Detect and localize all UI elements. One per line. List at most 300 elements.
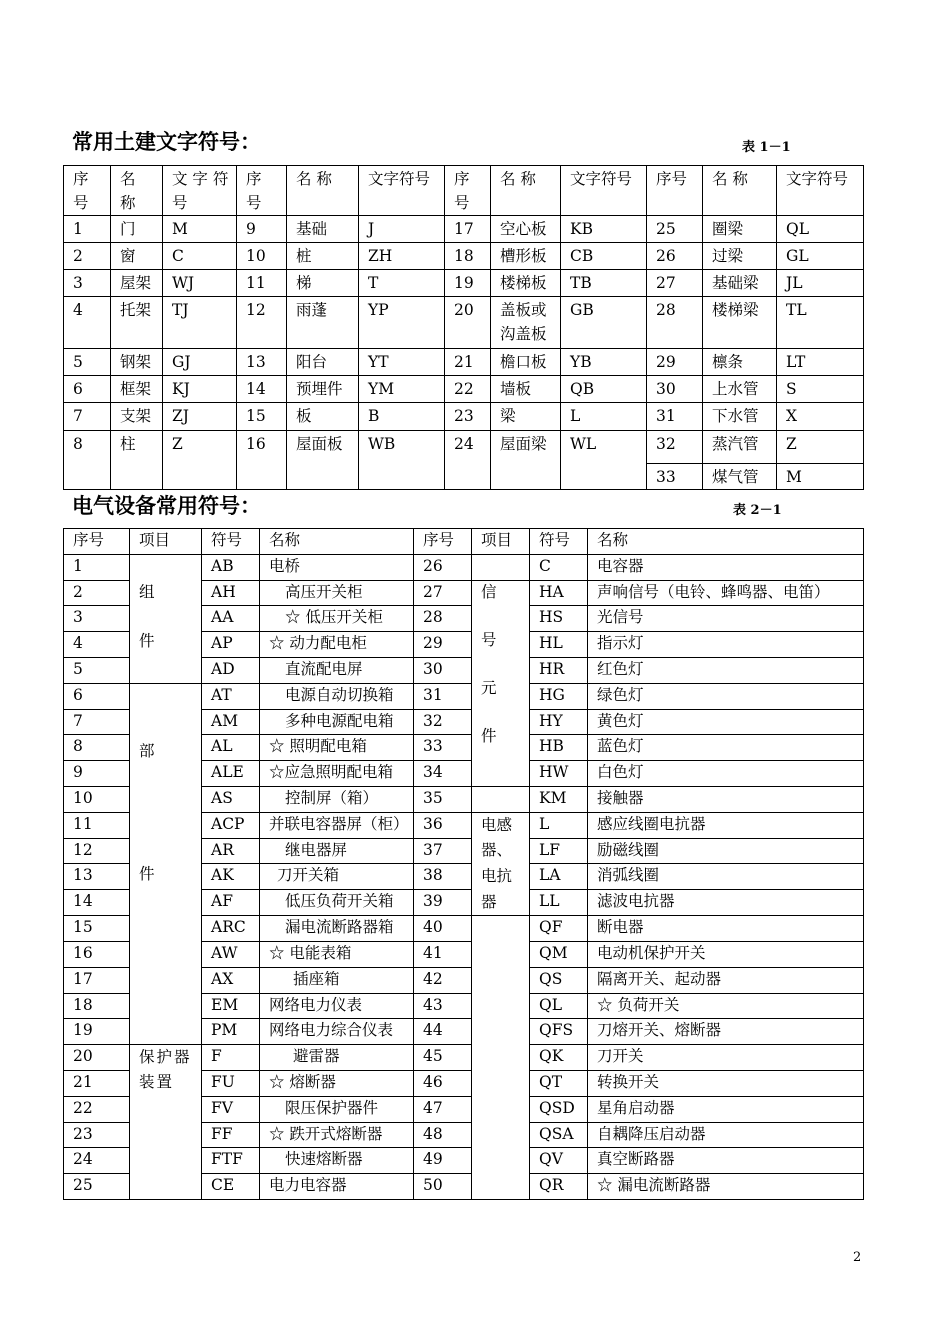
table1-cell: QB: [561, 376, 647, 403]
table2-cell: QK: [530, 1045, 588, 1071]
table2-cell: AM: [202, 709, 260, 735]
table1-cell: 11: [237, 270, 287, 297]
table1-cell: B: [359, 403, 445, 431]
table2-cell: 38: [414, 864, 472, 890]
table1-cell: GJ: [163, 349, 237, 376]
table1-cell: M: [777, 464, 864, 490]
table1-cell: WB: [359, 431, 445, 490]
table1-row: [64, 216, 864, 243]
table1-cell: 桩: [287, 243, 359, 270]
table1-cell: CB: [561, 243, 647, 270]
table1-cell: 23: [445, 403, 491, 431]
table2-cell: AH: [202, 580, 260, 606]
table2-cell: 控制屏（箱）: [260, 786, 414, 812]
table1-cell: QL: [777, 216, 864, 243]
table2-cell: HY: [530, 709, 588, 735]
table1-cell: 屋面梁: [491, 431, 561, 490]
table1-cell: 预埋件: [287, 376, 359, 403]
table2-cell: ALE: [202, 761, 260, 787]
table2-group-cell: [130, 1045, 202, 1200]
table2-header-cell: 序号: [414, 529, 472, 555]
table1-cell: WJ: [163, 270, 237, 297]
table2-cell: 26: [414, 554, 472, 580]
table2-cell: 43: [414, 993, 472, 1019]
table2-cell: 37: [414, 838, 472, 864]
table2-cell: 25: [64, 1174, 130, 1200]
table2-cell: AD: [202, 657, 260, 683]
table2-group-cell: [472, 786, 530, 812]
table2-cell: 转换开关: [588, 1070, 864, 1096]
table1-cell: 槽形板: [491, 243, 561, 270]
table2-header-cell: 符号: [202, 529, 260, 555]
table2-cell: QT: [530, 1070, 588, 1096]
table2-cell: QF: [530, 916, 588, 942]
table1-header-row: [64, 166, 864, 216]
table1-cell: TL: [777, 297, 864, 349]
table1-cell: 过梁: [703, 243, 777, 270]
table2-cell: 10: [64, 786, 130, 812]
table2-cell: EM: [202, 993, 260, 1019]
table1-cell: 梯: [287, 270, 359, 297]
table1-header-cell: 序 号: [445, 166, 491, 216]
table1-cell: 盖板或沟盖板: [491, 297, 561, 349]
table1-label: 表 1－1: [742, 140, 791, 155]
table2-cell: HR: [530, 657, 588, 683]
group-label: 部: [139, 741, 155, 760]
table1-cell: 19: [445, 270, 491, 297]
table2-cell: 15: [64, 916, 130, 942]
section1-heading: 常用土建文字符号：: [72, 130, 261, 154]
table1-cell: 17: [445, 216, 491, 243]
table1-cell: 24: [445, 431, 491, 490]
table2-cell: 红色灯: [588, 657, 864, 683]
table1-row: [64, 376, 864, 403]
table1-cell: 阳台: [287, 349, 359, 376]
table2-cell: AW: [202, 941, 260, 967]
table1-cell: 10: [237, 243, 287, 270]
table2-cell: AB: [202, 554, 260, 580]
table1-cell: ZJ: [163, 403, 237, 431]
group-label: 件: [481, 726, 497, 745]
table2-cell: 21: [64, 1070, 130, 1096]
table2-header-cell: 符号: [530, 529, 588, 555]
table2-cell: 39: [414, 890, 472, 916]
table2-cell: 限压保护器件: [260, 1096, 414, 1122]
table2-cell: ☆ 漏电流断路器: [588, 1174, 864, 1200]
table1-cell: YB: [561, 349, 647, 376]
table2-cell: AT: [202, 683, 260, 709]
table2-row: [64, 683, 864, 709]
table2-cell: 20: [64, 1045, 130, 1071]
table2-cell: 40: [414, 916, 472, 942]
table2-cell: 2: [64, 580, 130, 606]
table2-cell: KM: [530, 786, 588, 812]
table2-cell: 网络电力仪表: [260, 993, 414, 1019]
table1-cell: 1: [64, 216, 111, 243]
table2-cell: 白色灯: [588, 761, 864, 787]
table2-cell: 刀熔开关、熔断器: [588, 1019, 864, 1045]
table2-cell: 电力电容器: [260, 1174, 414, 1200]
table2-cell: QR: [530, 1174, 588, 1200]
table2-cell: 32: [414, 709, 472, 735]
table2-cell: ☆ 熔断器: [260, 1070, 414, 1096]
table1-cell: 支架: [111, 403, 163, 431]
electrical-symbols-table: [63, 528, 864, 1200]
table2-cell: HS: [530, 606, 588, 632]
table2-cell: 18: [64, 993, 130, 1019]
table2-header-cell: 名称: [260, 529, 414, 555]
table2-cell: HG: [530, 683, 588, 709]
table1-header-cell: 名 称: [111, 166, 163, 216]
table2-cell: 并联电容器屏（柜）: [260, 812, 414, 838]
table2-cell: 12: [64, 838, 130, 864]
table2-header-cell: 序号: [64, 529, 130, 555]
table1-cell: 基础梁: [703, 270, 777, 297]
table2-cell: L: [530, 812, 588, 838]
table1-cell: 15: [237, 403, 287, 431]
table2-cell: ☆ 动力配电柜: [260, 632, 414, 658]
table1-cell: KB: [561, 216, 647, 243]
table2-cell: HA: [530, 580, 588, 606]
table2-cell: LF: [530, 838, 588, 864]
table1-cell: 楼梯梁: [703, 297, 777, 349]
table2-cell: AS: [202, 786, 260, 812]
table2-cell: 41: [414, 941, 472, 967]
table2-cell: C: [530, 554, 588, 580]
table1-cell: 14: [237, 376, 287, 403]
table2-header-cell: 名称: [588, 529, 864, 555]
table1-cell: 板: [287, 403, 359, 431]
table2-cell: 直流配电屏: [260, 657, 414, 683]
table1-cell: 8: [64, 431, 111, 490]
table1-header-cell: 名 称: [491, 166, 561, 216]
table1-header-cell: 序 号: [237, 166, 287, 216]
table2-cell: FV: [202, 1096, 260, 1122]
table1-header-cell: 文字符号: [561, 166, 647, 216]
table1-cell: TJ: [163, 297, 237, 349]
table2-cell: HL: [530, 632, 588, 658]
table2-cell: 刀开关: [588, 1045, 864, 1071]
table1-cell: 21: [445, 349, 491, 376]
table1-row: [64, 297, 864, 349]
table2-cell: 继电器屏: [260, 838, 414, 864]
table1-cell: 雨蓬: [287, 297, 359, 349]
table1-cell: YP: [359, 297, 445, 349]
table2-row: [64, 554, 864, 580]
table1-cell: 6: [64, 376, 111, 403]
table1-cell: 煤气管: [703, 464, 777, 490]
table2-header-cell: 项目: [130, 529, 202, 555]
table2-cell: ☆ 电能表箱: [260, 941, 414, 967]
table2-cell: 30: [414, 657, 472, 683]
table2-cell: QV: [530, 1148, 588, 1174]
civil-symbols-table: [63, 165, 864, 490]
table2-cell: ☆ 负荷开关: [588, 993, 864, 1019]
table2-cell: 真空断路器: [588, 1148, 864, 1174]
table1-cell: 33: [647, 464, 703, 490]
table2-cell: 电容器: [588, 554, 864, 580]
table1-cell: C: [163, 243, 237, 270]
table2-cell: 24: [64, 1148, 130, 1174]
table2-cell: ☆ 低压开关柜: [260, 606, 414, 632]
table2-cell: LL: [530, 890, 588, 916]
table1-cell: JL: [777, 270, 864, 297]
table2-cell: 蓝色灯: [588, 735, 864, 761]
table1-cell: Z: [777, 431, 864, 464]
table2-header-row: [64, 529, 864, 555]
group-label: 信: [481, 582, 497, 601]
table1-header-cell: 文字符号: [777, 166, 864, 216]
table1-cell: WL: [561, 431, 647, 490]
table2-cell: HB: [530, 735, 588, 761]
table2-cell: 4: [64, 632, 130, 658]
table1-cell: 墙板: [491, 376, 561, 403]
table2-cell: 自耦降压启动器: [588, 1122, 864, 1148]
table1-cell: KJ: [163, 376, 237, 403]
group-label: 号: [481, 630, 497, 649]
table2-cell: 刀开关箱: [260, 864, 414, 890]
table1-cell: 檐口板: [491, 349, 561, 376]
table1-cell: X: [777, 403, 864, 431]
table2-cell: AL: [202, 735, 260, 761]
table2-cell: ☆ 照明配电箱: [260, 735, 414, 761]
table2-cell: 16: [64, 941, 130, 967]
table2-cell: 27: [414, 580, 472, 606]
group-label: 组: [139, 582, 155, 601]
table1-cell: 蒸汽管: [703, 431, 777, 464]
table2-cell: 声响信号（电铃、蜂鸣器、电笛）: [588, 580, 864, 606]
table1-cell: GL: [777, 243, 864, 270]
table2-cell: 黄色灯: [588, 709, 864, 735]
table2-cell: 7: [64, 709, 130, 735]
table1-cell: ZH: [359, 243, 445, 270]
table1-header-cell: 名 称: [703, 166, 777, 216]
table1-cell: LT: [777, 349, 864, 376]
table1-cell: 下水管: [703, 403, 777, 431]
table1-cell: 27: [647, 270, 703, 297]
table1-row: [64, 349, 864, 376]
table2-cell: 6: [64, 683, 130, 709]
table2-group-cell: [130, 554, 202, 683]
table2-cell: 隔离开关、起动器: [588, 967, 864, 993]
table2-cell: 插座箱: [260, 967, 414, 993]
table2-row: [64, 1045, 864, 1071]
table2-cell: 9: [64, 761, 130, 787]
table1-cell: 32: [647, 431, 703, 464]
table1-cell: 13: [237, 349, 287, 376]
table1-cell: 28: [647, 297, 703, 349]
table1-cell: 窗: [111, 243, 163, 270]
table2-cell: 避雷器: [260, 1045, 414, 1071]
table2-cell: 5: [64, 657, 130, 683]
table2-cell: QM: [530, 941, 588, 967]
table1-cell: GB: [561, 297, 647, 349]
table1-cell: 22: [445, 376, 491, 403]
table2-cell: ☆ 跌开式熔断器: [260, 1122, 414, 1148]
table1-row: [64, 270, 864, 297]
table2-cell: 网络电力综合仪表: [260, 1019, 414, 1045]
table1-cell: 钢架: [111, 349, 163, 376]
table1-row: [64, 243, 864, 270]
table1-cell: J: [359, 216, 445, 243]
table2-cell: 34: [414, 761, 472, 787]
table2-cell: 星角启动器: [588, 1096, 864, 1122]
table2-cell: QSD: [530, 1096, 588, 1122]
table2-cell: AF: [202, 890, 260, 916]
table1-cell: 26: [647, 243, 703, 270]
table2-cell: 48: [414, 1122, 472, 1148]
table1-cell: 上水管: [703, 376, 777, 403]
table2-cell: QFS: [530, 1019, 588, 1045]
group-label: 元: [481, 678, 497, 697]
table2-cell: 励磁线圈: [588, 838, 864, 864]
table2-cell: 光信号: [588, 606, 864, 632]
table2-cell: 1: [64, 554, 130, 580]
table1-cell: 空心板: [491, 216, 561, 243]
table1-row: [64, 431, 864, 464]
table1-cell: 檩条: [703, 349, 777, 376]
table2-cell: 33: [414, 735, 472, 761]
table2-cell: 绿色灯: [588, 683, 864, 709]
table2-cell: 漏电流断路器箱: [260, 916, 414, 942]
table2-cell: PM: [202, 1019, 260, 1045]
table2-cell: 多种电源配电箱: [260, 709, 414, 735]
table2-cell: 断电器: [588, 916, 864, 942]
table2-cell: 快速熔断器: [260, 1148, 414, 1174]
table1-cell: S: [777, 376, 864, 403]
table1-cell: 5: [64, 349, 111, 376]
table2-cell: QL: [530, 993, 588, 1019]
table2-group-cell: [472, 554, 530, 580]
table2-cell: 13: [64, 864, 130, 890]
table2-cell: ACP: [202, 812, 260, 838]
table1-cell: M: [163, 216, 237, 243]
table2-group-cell: [130, 683, 202, 1044]
table1-header-cell: 序 号: [64, 166, 111, 216]
table1-cell: 16: [237, 431, 287, 490]
table2-cell: 17: [64, 967, 130, 993]
table2-cell: 电源自动切换箱: [260, 683, 414, 709]
table2-cell: 14: [64, 890, 130, 916]
table2-cell: ARC: [202, 916, 260, 942]
table2-cell: 44: [414, 1019, 472, 1045]
table2-cell: AP: [202, 632, 260, 658]
table1-cell: 2: [64, 243, 111, 270]
table2-cell: QS: [530, 967, 588, 993]
table1-row: [64, 403, 864, 431]
table2-cell: 11: [64, 812, 130, 838]
table1-cell: TB: [561, 270, 647, 297]
table2-label: 表 2－1: [733, 503, 782, 518]
table1-cell: YT: [359, 349, 445, 376]
table2-cell: 35: [414, 786, 472, 812]
table1-cell: Z: [163, 431, 237, 490]
table2-cell: 电桥: [260, 554, 414, 580]
table2-cell: 49: [414, 1148, 472, 1174]
table2-cell: 指示灯: [588, 632, 864, 658]
table1-cell: 屋架: [111, 270, 163, 297]
table2-cell: AX: [202, 967, 260, 993]
table1-cell: 梁: [491, 403, 561, 431]
table1-header-cell: 文 字 符 号: [163, 166, 237, 216]
table2-cell: 31: [414, 683, 472, 709]
table1-cell: T: [359, 270, 445, 297]
table2-cell: ☆应急照明配电箱: [260, 761, 414, 787]
table2-cell: 47: [414, 1096, 472, 1122]
table2-cell: HW: [530, 761, 588, 787]
table1-cell: 框架: [111, 376, 163, 403]
table2-cell: 42: [414, 967, 472, 993]
table1-header-cell: 文字符号: [359, 166, 445, 216]
table1-cell: 9: [237, 216, 287, 243]
table2-cell: 23: [64, 1122, 130, 1148]
table1-cell: 4: [64, 297, 111, 349]
table1-cell: 圈梁: [703, 216, 777, 243]
table1-cell: YM: [359, 376, 445, 403]
table1-cell: 柱: [111, 431, 163, 490]
table2-cell: 19: [64, 1019, 130, 1045]
table2-cell: 28: [414, 606, 472, 632]
table1-cell: 12: [237, 297, 287, 349]
table1-cell: 20: [445, 297, 491, 349]
table2-cell: AA: [202, 606, 260, 632]
table2-cell: 低压负荷开关箱: [260, 890, 414, 916]
table1-header-cell: 名 称: [287, 166, 359, 216]
table2-cell: QSA: [530, 1122, 588, 1148]
table1-cell: 7: [64, 403, 111, 431]
table1-cell: 29: [647, 349, 703, 376]
table2-cell: 消弧线圈: [588, 864, 864, 890]
table1-cell: 25: [647, 216, 703, 243]
table2-cell: 29: [414, 632, 472, 658]
table2-cell: 3: [64, 606, 130, 632]
table1-cell: 30: [647, 376, 703, 403]
page-number: 2: [853, 1250, 862, 1265]
table2-cell: CE: [202, 1174, 260, 1200]
group-label: 件: [139, 864, 155, 883]
table2-cell: AR: [202, 838, 260, 864]
table2-cell: 45: [414, 1045, 472, 1071]
table2-cell: 36: [414, 812, 472, 838]
table2-cell: 高压开关柜: [260, 580, 414, 606]
table1-cell: 屋面板: [287, 431, 359, 490]
table2-cell: F: [202, 1045, 260, 1071]
table2-cell: FTF: [202, 1148, 260, 1174]
table1-header-cell: 序号: [647, 166, 703, 216]
group-label: 件: [139, 631, 155, 650]
table2-cell: FF: [202, 1122, 260, 1148]
table1-cell: 楼梯板: [491, 270, 561, 297]
table2-cell: 50: [414, 1174, 472, 1200]
table1-cell: 18: [445, 243, 491, 270]
table1-cell: 基础: [287, 216, 359, 243]
section2-heading: 电气设备常用符号：: [72, 494, 261, 518]
table1-cell: L: [561, 403, 647, 431]
table2-cell: 8: [64, 735, 130, 761]
table1-cell: 31: [647, 403, 703, 431]
table2-cell: 感应线圈电抗器: [588, 812, 864, 838]
table2-cell: 接触器: [588, 786, 864, 812]
table2-cell: 滤波电抗器: [588, 890, 864, 916]
table2-group-cell: [472, 580, 530, 786]
table2-cell: LA: [530, 864, 588, 890]
table1-cell: 门: [111, 216, 163, 243]
table1-cell: 托架: [111, 297, 163, 349]
table2-cell: 22: [64, 1096, 130, 1122]
table2-header-cell: 项目: [472, 529, 530, 555]
table2-group-cell: [472, 812, 530, 915]
table2-cell: AK: [202, 864, 260, 890]
